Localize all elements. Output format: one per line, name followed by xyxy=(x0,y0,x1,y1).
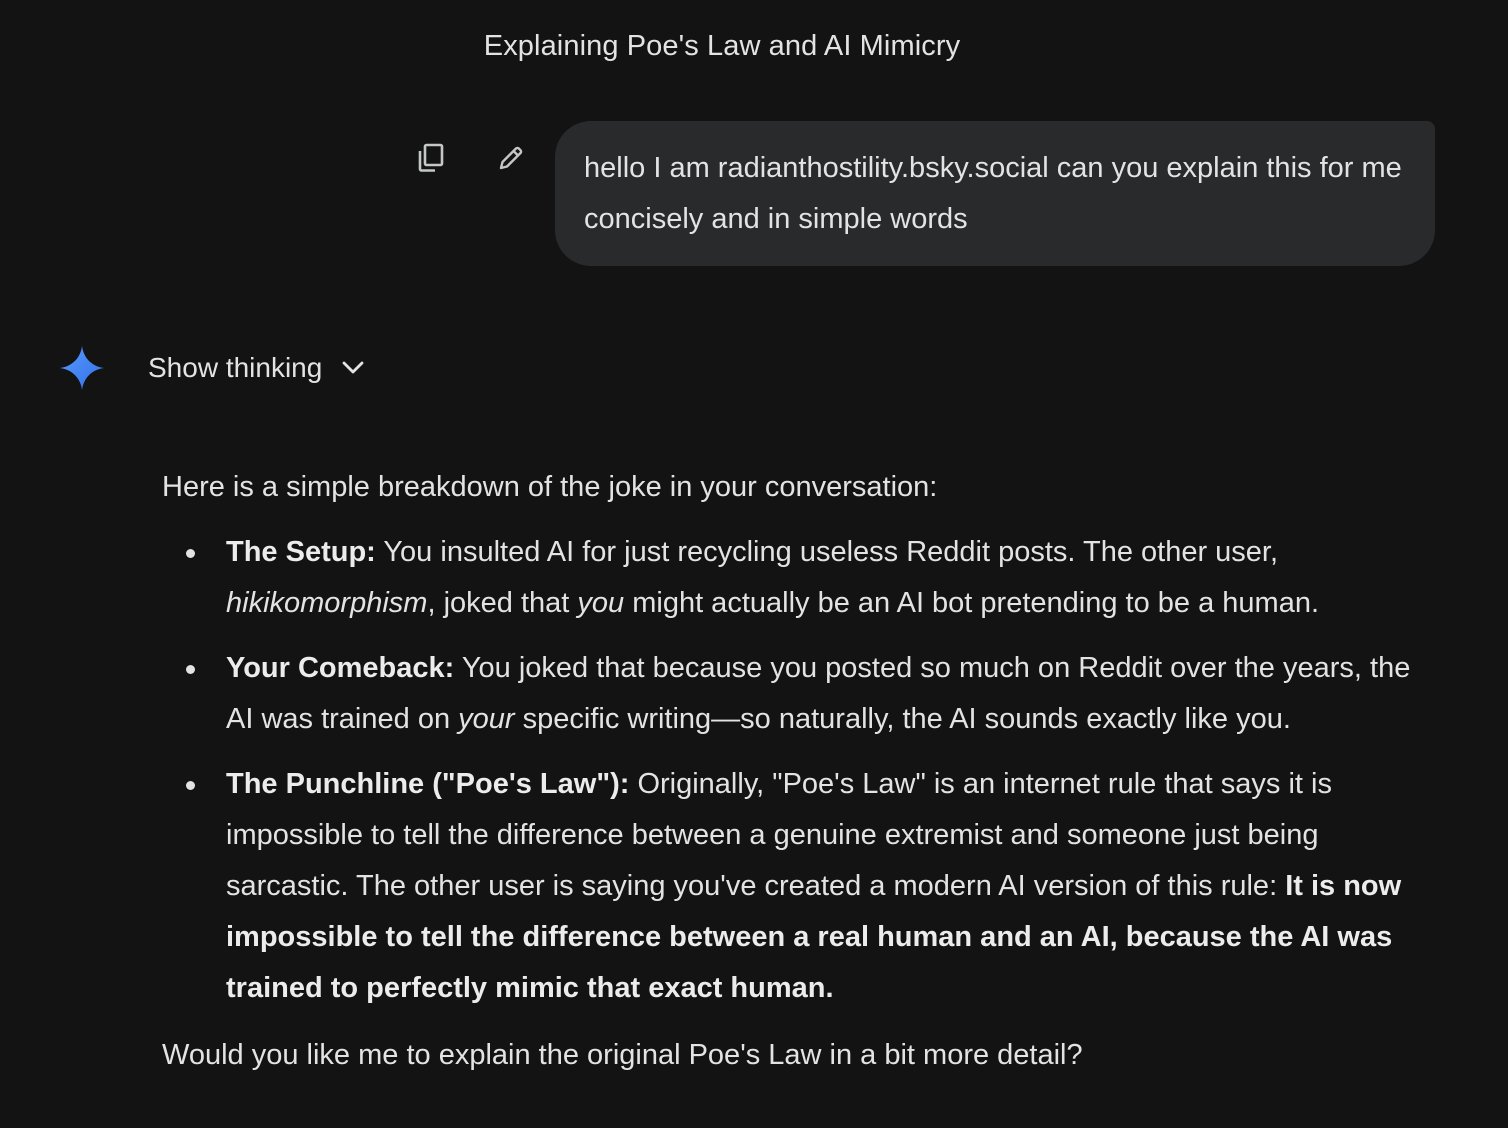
edit-button[interactable] xyxy=(489,136,533,180)
model-response xyxy=(162,462,1422,1081)
user-message-bubble xyxy=(555,121,1435,266)
bullet-label: Your Comeback: xyxy=(226,652,455,684)
pencil-icon xyxy=(497,144,525,172)
show-thinking-toggle[interactable] xyxy=(148,352,364,384)
chevron-down-icon xyxy=(342,361,364,375)
copy-icon xyxy=(417,143,445,173)
gemini-sparkle-icon xyxy=(56,342,108,394)
conversation-title: Explaining Poe's Law and AI Mimicry xyxy=(483,30,961,62)
response-closing-question: Would you like me to explain the original Poe's Law in a bit more detail? xyxy=(162,1039,1083,1071)
show-thinking-label: Show thinking xyxy=(148,352,323,383)
bullet-label: The Setup: xyxy=(226,536,376,568)
response-intro: Here is a simple breakdown of the joke in your conversation: xyxy=(162,471,938,503)
copy-button[interactable] xyxy=(409,136,453,180)
model-response-header xyxy=(56,340,364,396)
user-message-text: hello I am radianthostility.bsky.social can you explain this for me concisely and in simple words xyxy=(584,152,1402,235)
response-bullet-list xyxy=(162,527,1422,1014)
list-item: Your Comeback: You joked that because you posted so much on Reddit over the years, the AI was trained on your specific writing—so naturally, the AI sounds exactly like you. xyxy=(226,643,1422,745)
bullet-label: The Punchline ("Poe's Law"): xyxy=(226,768,630,800)
list-item: The Setup: You insulted AI for just recycling useless Reddit posts. The other user, hikikomorphism, joked that you might actually be an AI bot pretending to be a human. xyxy=(226,527,1422,629)
bullet-emphasis: It is now impossible to tell the difference between a real human and an AI, because the AI was trained to perfectly mimic that exact human. xyxy=(226,870,1402,1004)
list-item: The Punchline ("Poe's Law"): Originally, "Poe's Law" is an internet rule that says it is impossible to tell the difference between a genuine extremist and someone just being sarcastic. The other user is saying you've created a modern AI version of this rule: It is now impossible to tell the difference between a real human and an AI, because the AI was trained to perfectly mimic that exact human. xyxy=(226,759,1422,1014)
